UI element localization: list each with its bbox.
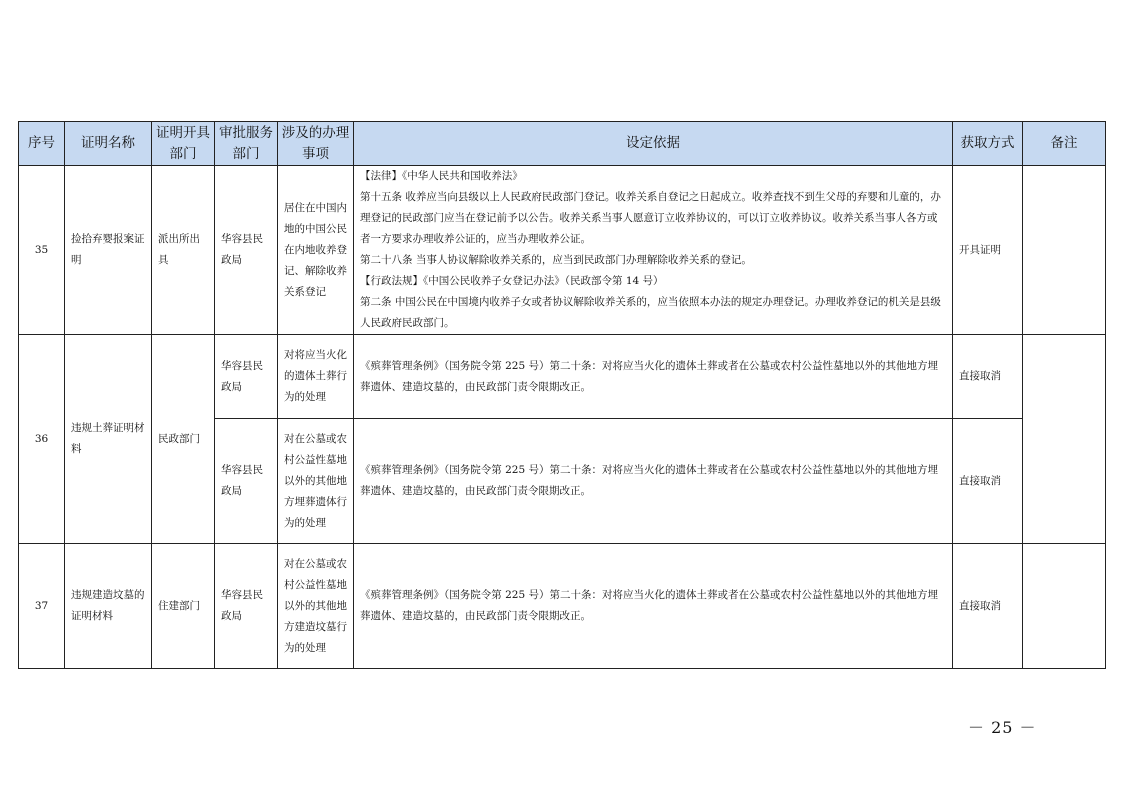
row-approve: 华容县民政局 xyxy=(215,544,278,669)
table-row xyxy=(19,335,1106,419)
header-note: 备注 xyxy=(1023,122,1106,166)
row-method: 直接取消 xyxy=(953,335,1023,419)
row-name: 违规土葬证明材料 xyxy=(65,335,152,544)
row-note xyxy=(1023,544,1106,669)
row-name: 捡拾弃婴报案证明 xyxy=(65,166,152,335)
row-note xyxy=(1023,166,1106,335)
row-method: 开具证明 xyxy=(953,166,1023,335)
row-matter: 居住在中国内地的中国公民在内地收养登记、解除收养关系登记 xyxy=(278,166,354,335)
row-approve: 华容县民政局 xyxy=(215,335,278,419)
row-basis: 《殡葬管理条例》（国务院令第 225 号）第二十条：对将应当火化的遗体土葬或者在公墓或农村公益性墓地以外的其他地方埋葬遗体、建造坟墓的，由民政部门责令限期改正。 xyxy=(354,419,953,544)
basis-line: 【法律】《中华人民共和国收养法》 xyxy=(360,170,523,182)
header-dept: 证明开具部门 xyxy=(152,122,215,166)
row-name: 违规建造坟墓的证明材料 xyxy=(65,544,152,669)
header-method: 获取方式 xyxy=(953,122,1023,166)
row-approve: 华容县民政局 xyxy=(215,166,278,335)
header-basis: 设定依据 xyxy=(354,122,953,166)
header-approve: 审批服务部门 xyxy=(215,122,278,166)
row-no: 36 xyxy=(19,335,65,544)
row-note xyxy=(1023,335,1106,544)
basis-line: 第二十八条 当事人协议解除收养关系的，应当到民政部门办理解除收养关系的登记。 xyxy=(360,254,752,266)
row-basis xyxy=(354,166,953,335)
row-no: 35 xyxy=(19,166,65,335)
row-dept: 派出所出具 xyxy=(152,166,215,335)
row-matter: 对在公墓或农村公益性墓地以外的其他地方建造坟墓行为的处理 xyxy=(278,544,354,669)
row-basis: 《殡葬管理条例》（国务院令第 225 号）第二十条：对将应当火化的遗体土葬或者在公墓或农村公益性墓地以外的其他地方埋葬遗体、建造坟墓的，由民政部门责令限期改正。 xyxy=(354,544,953,669)
certificate-table xyxy=(18,121,1106,669)
row-basis: 《殡葬管理条例》（国务院令第 225 号）第二十条：对将应当火化的遗体土葬或者在公墓或农村公益性墓地以外的其他地方埋葬遗体、建造坟墓的，由民政部门责令限期改正。 xyxy=(354,335,953,419)
table-header-row xyxy=(19,122,1106,166)
basis-line: 第十五条 收养应当向县级以上人民政府民政部门登记。收养关系自登记之日起成立。收养查找不到生父母的弃婴和儿童的，办理登记的民政部门应当在登记前予以公告。收养关系当事人愿意订立收养协议的，可以订立收养协议。收养关系当事人各方或者一方要求办理收养公证的，应当办理收养公证。 xyxy=(360,191,941,245)
row-dept: 住建部门 xyxy=(152,544,215,669)
page-number: － 25 － xyxy=(968,718,1037,737)
row-method: 直接取消 xyxy=(953,544,1023,669)
row-no: 37 xyxy=(19,544,65,669)
row-matter: 对在公墓或农村公益性墓地以外的其他地方埋葬遗体行为的处理 xyxy=(278,419,354,544)
table-row xyxy=(19,166,1106,335)
basis-line: 【行政法规】《中国公民收养子女登记办法》（民政部令第 14 号） xyxy=(360,275,664,287)
header-no: 序号 xyxy=(19,122,65,166)
row-matter: 对将应当火化的遗体土葬行为的处理 xyxy=(278,335,354,419)
header-name: 证明名称 xyxy=(65,122,152,166)
row-method: 直接取消 xyxy=(953,419,1023,544)
row-dept: 民政部门 xyxy=(152,335,215,544)
basis-line: 第二条 中国公民在中国境内收养子女或者协议解除收养关系的，应当依照本办法的规定办理登记。办理收养登记的机关是县级人民政府民政部门。 xyxy=(360,296,941,329)
table-row xyxy=(19,544,1106,669)
row-approve: 华容县民政局 xyxy=(215,419,278,544)
header-matter: 涉及的办理事项 xyxy=(278,122,354,166)
